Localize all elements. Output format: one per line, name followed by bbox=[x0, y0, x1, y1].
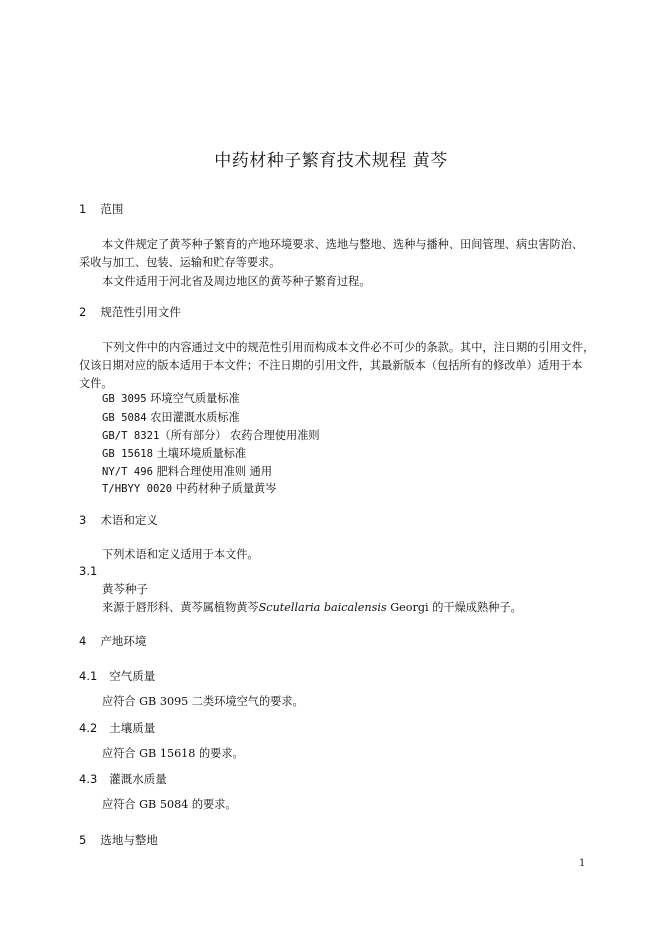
section-1-heading bbox=[79, 201, 123, 217]
definition-prefix: 来源于唇形科、黄芩属植物黄芩 bbox=[102, 601, 259, 614]
section-2-paragraph-line-1: 下列文件中的内容通过文中的规范性引用而构成本文件必不可少的条款。其中，注日期的引用文件， bbox=[102, 341, 595, 354]
section-5-heading bbox=[79, 832, 158, 848]
term-name: 黄芩种子 bbox=[102, 582, 148, 596]
reference-item bbox=[102, 445, 246, 461]
subsection-number: 4.1 bbox=[79, 669, 98, 683]
section-title: 产地环境 bbox=[100, 634, 147, 648]
section-3-paragraph: 下列术语和定义适用于本文件。 bbox=[102, 548, 259, 561]
section-number: 2 bbox=[79, 305, 87, 319]
document-title: 中药材种子繁育技术规程 黄芩 bbox=[214, 151, 448, 171]
subsection-number: 4.3 bbox=[79, 772, 98, 786]
subsection-4-2-text: 应符合 GB 15618 的要求。 bbox=[102, 747, 244, 760]
section-2-heading bbox=[79, 304, 181, 320]
section-number: 3 bbox=[79, 513, 87, 527]
definition-suffix: 的干燥成熟种子。 bbox=[432, 601, 522, 614]
section-number: 5 bbox=[79, 833, 87, 847]
reference-title: 肥料合理使用准则 通用 bbox=[156, 465, 273, 478]
subsection-4-1-heading bbox=[79, 668, 155, 684]
reference-code: GB 5084 bbox=[102, 412, 147, 424]
reference-code: T/HBYY 0020 bbox=[102, 483, 173, 495]
reference-item bbox=[102, 390, 240, 406]
subsection-title: 空气质量 bbox=[109, 669, 156, 683]
section-1-paragraph-1-line-1: 本文件规定了黄芩种子繁育的产地环境要求、选地与整地、选种与播种、田间管理、病虫害防治、 bbox=[102, 238, 584, 251]
reference-title: 中药材种子质量黄岑 bbox=[175, 482, 277, 495]
section-3-heading bbox=[79, 512, 158, 528]
section-title: 术语和定义 bbox=[100, 513, 158, 527]
section-title: 规范性引用文件 bbox=[100, 305, 181, 319]
term-number: 3.1 bbox=[79, 564, 98, 578]
section-4-heading bbox=[79, 633, 146, 649]
section-title: 范围 bbox=[100, 202, 124, 216]
subsection-4-3-text: 应符合 GB 5084 的要求。 bbox=[102, 798, 237, 811]
subsection-number: 4.2 bbox=[79, 721, 98, 735]
reference-code: GB 15618 bbox=[102, 448, 154, 460]
subsection-title: 土壤质量 bbox=[109, 721, 156, 735]
latin-author: Georgi bbox=[386, 601, 433, 614]
reference-title: （所有部分） 农药合理使用准则 bbox=[159, 429, 320, 442]
reference-code: NY/T 496 bbox=[102, 466, 154, 478]
reference-item bbox=[102, 427, 320, 443]
reference-code: GB/T 8321 bbox=[102, 430, 160, 442]
subsection-4-3-heading bbox=[79, 771, 167, 787]
section-2-paragraph-line-3: 文件。 bbox=[79, 377, 113, 390]
term-definition bbox=[102, 599, 522, 615]
section-1-paragraph-2: 本文件适用于河北省及周边地区的黄芩种子繁育过程。 bbox=[102, 275, 371, 288]
reference-item bbox=[102, 480, 276, 496]
section-number: 1 bbox=[79, 202, 87, 216]
reference-item bbox=[102, 409, 240, 425]
section-1-paragraph-1-line-2: 采收与加工、包装、运输和贮存等要求。 bbox=[79, 256, 281, 269]
reference-title: 环境空气质量标准 bbox=[150, 392, 240, 405]
section-2-paragraph-line-2: 仅该日期对应的版本适用于本文件；不注日期的引用文件，其最新版本（包括所有的修改单）适用于本 bbox=[79, 359, 583, 372]
section-title: 选地与整地 bbox=[100, 833, 158, 847]
page-number: 1 bbox=[579, 858, 586, 869]
subsection-4-2-heading bbox=[79, 720, 155, 736]
section-number: 4 bbox=[79, 634, 87, 648]
reference-item bbox=[102, 463, 272, 479]
reference-title: 农田灌溉水质标准 bbox=[150, 411, 240, 424]
subsection-4-1-text: 应符合 GB 3095 二类环境空气的要求。 bbox=[102, 695, 304, 708]
subsection-title: 灌溉水质量 bbox=[109, 772, 167, 786]
reference-code: GB 3095 bbox=[102, 393, 147, 405]
latin-name: Scutellaria baicalensis bbox=[258, 601, 387, 614]
reference-title: 土壤环境质量标准 bbox=[156, 447, 247, 460]
